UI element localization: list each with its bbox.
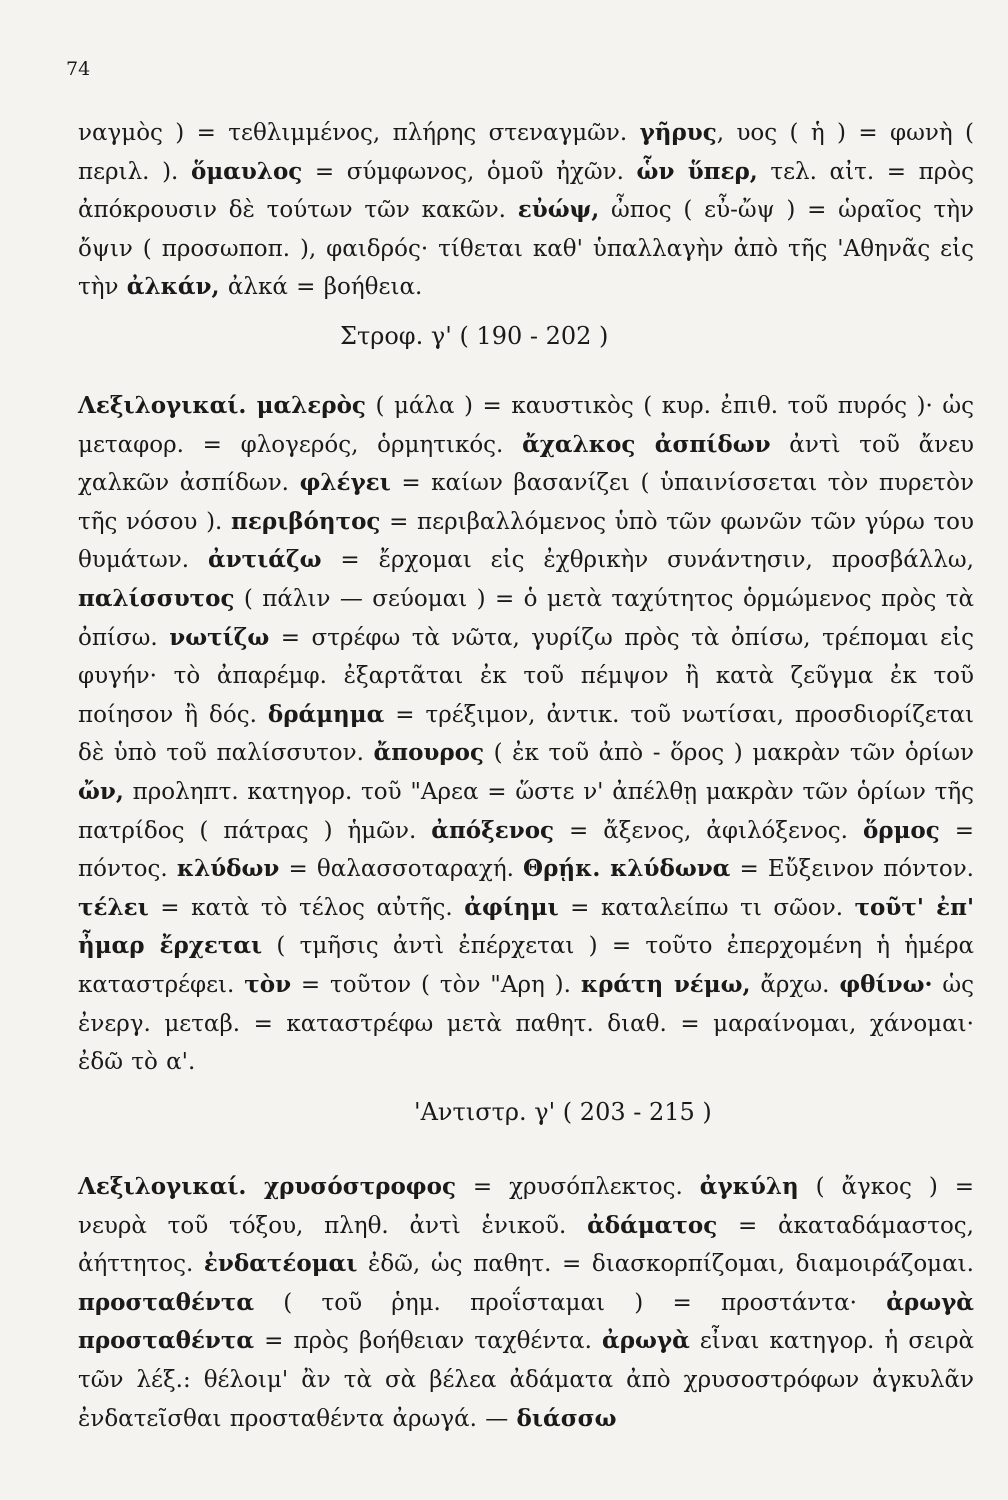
headword: φθίνω· — [839, 970, 933, 998]
gloss-paragraph-2 — [78, 387, 974, 1082]
page-number: 74 — [66, 58, 91, 80]
gloss-text: ( ἐκ τοῦ ἀπὸ - ὅρος ) μακρὰν τῶν ὁρίων — [484, 740, 974, 767]
gloss-text: = ἄξενος, ἀφιλόξενος. — [554, 817, 863, 844]
headword: νωτίζω — [169, 623, 270, 651]
gloss-text: ἐδῶ, ὡς παθητ. = διασκορπίζομαι, διαμοιράζομαι. — [357, 1251, 974, 1278]
headword: Λεξιλογικαί. μαλερὸς — [78, 392, 366, 419]
headword: περιβόητος — [231, 507, 381, 535]
headword: ἀλκάν, — [126, 273, 220, 301]
headword: φλέγει — [299, 469, 391, 497]
section-heading-antistrophe: 'Αντιστρ. γ' ( 203 - 215 ) — [414, 1098, 712, 1126]
headword: ἀγκύλη — [699, 1173, 799, 1200]
gloss-text: ( ἄγκος ) = νευρὰ τοῦ τόξου, πληθ. ἀντὶ ἑνικοῦ. — [78, 1174, 974, 1239]
gloss-text: = καταλείπω τι σῶον. — [558, 894, 855, 921]
headword: τέλει — [78, 893, 149, 921]
headword: ἀντιάζω — [208, 546, 322, 574]
gloss-text: = περιβαλλόμενος ὑπὸ τῶν φωνῶν τῶν γύρω του θυμάτων. — [78, 508, 974, 574]
gloss-text: ( πάλιν — σεύομαι ) = ὁ μετὰ ταχύτητος ὁρμώμενος πρὸς τὰ ὀπίσω. — [78, 585, 974, 651]
headword: ἐνδατέομαι — [203, 1250, 358, 1278]
headword: εὐώψ, — [517, 196, 600, 224]
headword: ἀφίημι — [464, 893, 559, 921]
headword: προσταθέντα — [78, 1288, 255, 1316]
gloss-text: ἀλκά = βοήθεια. — [219, 274, 423, 301]
headword: ὧν ὕπερ, — [636, 157, 758, 185]
gloss-text: = στρέφω τὰ νῶτα, γυρίζω πρὸς τὰ ὀπίσω, τρέπομαι εἰς φυγήν· τὸ ἀπαρέμφ. ἐξαρτᾶται ἐκ τοῦ πέμψον ἢ κατὰ ζεῦγμα ἐκ τοῦ ποίησον ἢ δός. — [78, 624, 974, 728]
headword: ὅμαυλος — [190, 157, 303, 185]
gloss-text: = κατὰ τὸ τέλος αὐτῆς. — [148, 894, 465, 921]
gloss-text: , υος ( ἡ ) = φωνὴ ( περιλ. ). — [78, 120, 974, 185]
headword: παλίσσυτος — [78, 584, 235, 612]
headword: Θρῄκ. κλύδωνα — [523, 855, 731, 883]
headword: δράμημα — [267, 700, 385, 728]
headword: ἄχαλκος ἀσπίδων — [522, 430, 771, 458]
headword: διάσσω — [516, 1404, 617, 1432]
gloss-text: ἀντὶ τοῦ ἄνευ χαλκῶν ἀσπίδων. — [78, 431, 974, 497]
headword: κλύδων — [176, 855, 280, 883]
headword: ἀδάματος — [587, 1211, 718, 1239]
section-heading-strophe: Στροφ. γ' ( 190 - 202 ) — [340, 322, 609, 350]
gloss-text: ( τμῆσις ἀντὶ ἐπέρχεται ) = τοῦτο ἐπερχομένη ἡ ἡμέρα καταστρέφει. — [78, 933, 974, 998]
headword: ἀρωγὰ — [602, 1327, 690, 1355]
gloss-text: = χρυσόπλεκτος. — [455, 1174, 700, 1200]
headword: τὸν — [244, 970, 292, 998]
gloss-text: = ἀκαταδάμαστος, ἀήττητος. — [78, 1212, 974, 1278]
gloss-text: ἄρχω. — [750, 971, 840, 998]
gloss-text: = Εὔξεινον πόντον. — [730, 856, 974, 883]
gloss-text: = πόντος. — [78, 817, 974, 883]
headword: ἀρωγὰ προσταθέντα — [78, 1288, 974, 1355]
gloss-text: ὡς ἐνεργ. μεταβ. = καταστρέφω μετὰ παθητ. διαθ. = μαραίνομαι, χάνομαι· ἐδῶ τὸ α'. — [78, 971, 974, 1076]
headword: τοῦτ' ἐπ' ἦμαρ ἔρχεται — [78, 893, 974, 960]
gloss-text: = τρέξιμον, ἀντικ. τοῦ νωτίσαι, προσδιορίζεται δὲ ὑπὸ τοῦ παλίσσυτον. — [78, 701, 975, 767]
gloss-paragraph-3 — [78, 1168, 974, 1438]
gloss-text: = καίων βασανίζει ( ὑπαινίσσεται τὸν πυρετὸν τῆς νόσου ). — [78, 470, 974, 535]
gloss-text: εἶναι κατηγορ. ἡ σειρὰ τῶν λέξ.: θέλοιμ' ἂν τὰ σὰ βέλεα ἀδάματα ἀπὸ χρυσοστρόφων ἀγκυλᾶν ἐνδατεῖσθαι προσταθέντα ἀρωγά. — — [78, 1328, 975, 1432]
headword: γῆρυς — [639, 119, 717, 146]
gloss-paragraph-1 — [78, 114, 974, 307]
headword: ὤν, — [78, 777, 124, 805]
gloss-text: = σύμφωνος, ὁμοῦ ἠχῶν. — [302, 158, 637, 185]
gloss-text: προληπτ. κατηγορ. τοῦ "Αρεα = ὥστε ν' ἀπέλθῃ μακρὰν τῶν ὁρίων τῆς πατρίδος ( πάτρας ) ἡμῶν. — [78, 778, 974, 844]
gloss-text: = πρὸς βοήθειαν ταχθέντα. — [254, 1328, 602, 1355]
headword: ἀπόξενος — [431, 816, 555, 844]
gloss-text: = ἔρχομαι εἰς ἐχθρικὴν συνάντησιν, προσβάλλω, — [321, 547, 974, 574]
headword: Λεξιλογικαί. χρυσόστροφος — [78, 1173, 456, 1200]
gloss-text: τελ. αἰτ. = πρὸς ἀπόκρουσιν δὲ τούτων τῶν κακῶν. — [78, 158, 974, 224]
gloss-text: = θαλασσοταραχή. — [279, 856, 524, 883]
gloss-text: ( μάλα ) = καυστικὸς ( κυρ. ἐπιθ. τοῦ πυρός )· ὡς μεταφορ. = φλογερός, ὁρμητικός. — [78, 393, 974, 458]
gloss-text: ( τοῦ ῥημ. προΐσταμαι ) = προστάντα· — [254, 1289, 887, 1316]
gloss-text: = τοῦτον ( τὸν "Αρη ). — [291, 971, 581, 998]
gloss-text: ναγμὸς ) = τεθλιμμένος, πλήρης στεναγμῶν. — [78, 120, 640, 146]
gloss-text: ὦπος ( εὖ-ὤψ ) = ὡραῖος τὴν ὄψιν ( προσωποπ. ), φαιδρός· τίθεται καθ' ὑπαλλαγὴν ἀπὸ τῆς 'Αθηνᾶς εἰς τὴν — [78, 197, 974, 301]
headword: ἄπουρος — [373, 739, 485, 767]
headword: ὅρμος — [862, 816, 940, 844]
headword: κράτη νέμω, — [580, 970, 751, 998]
